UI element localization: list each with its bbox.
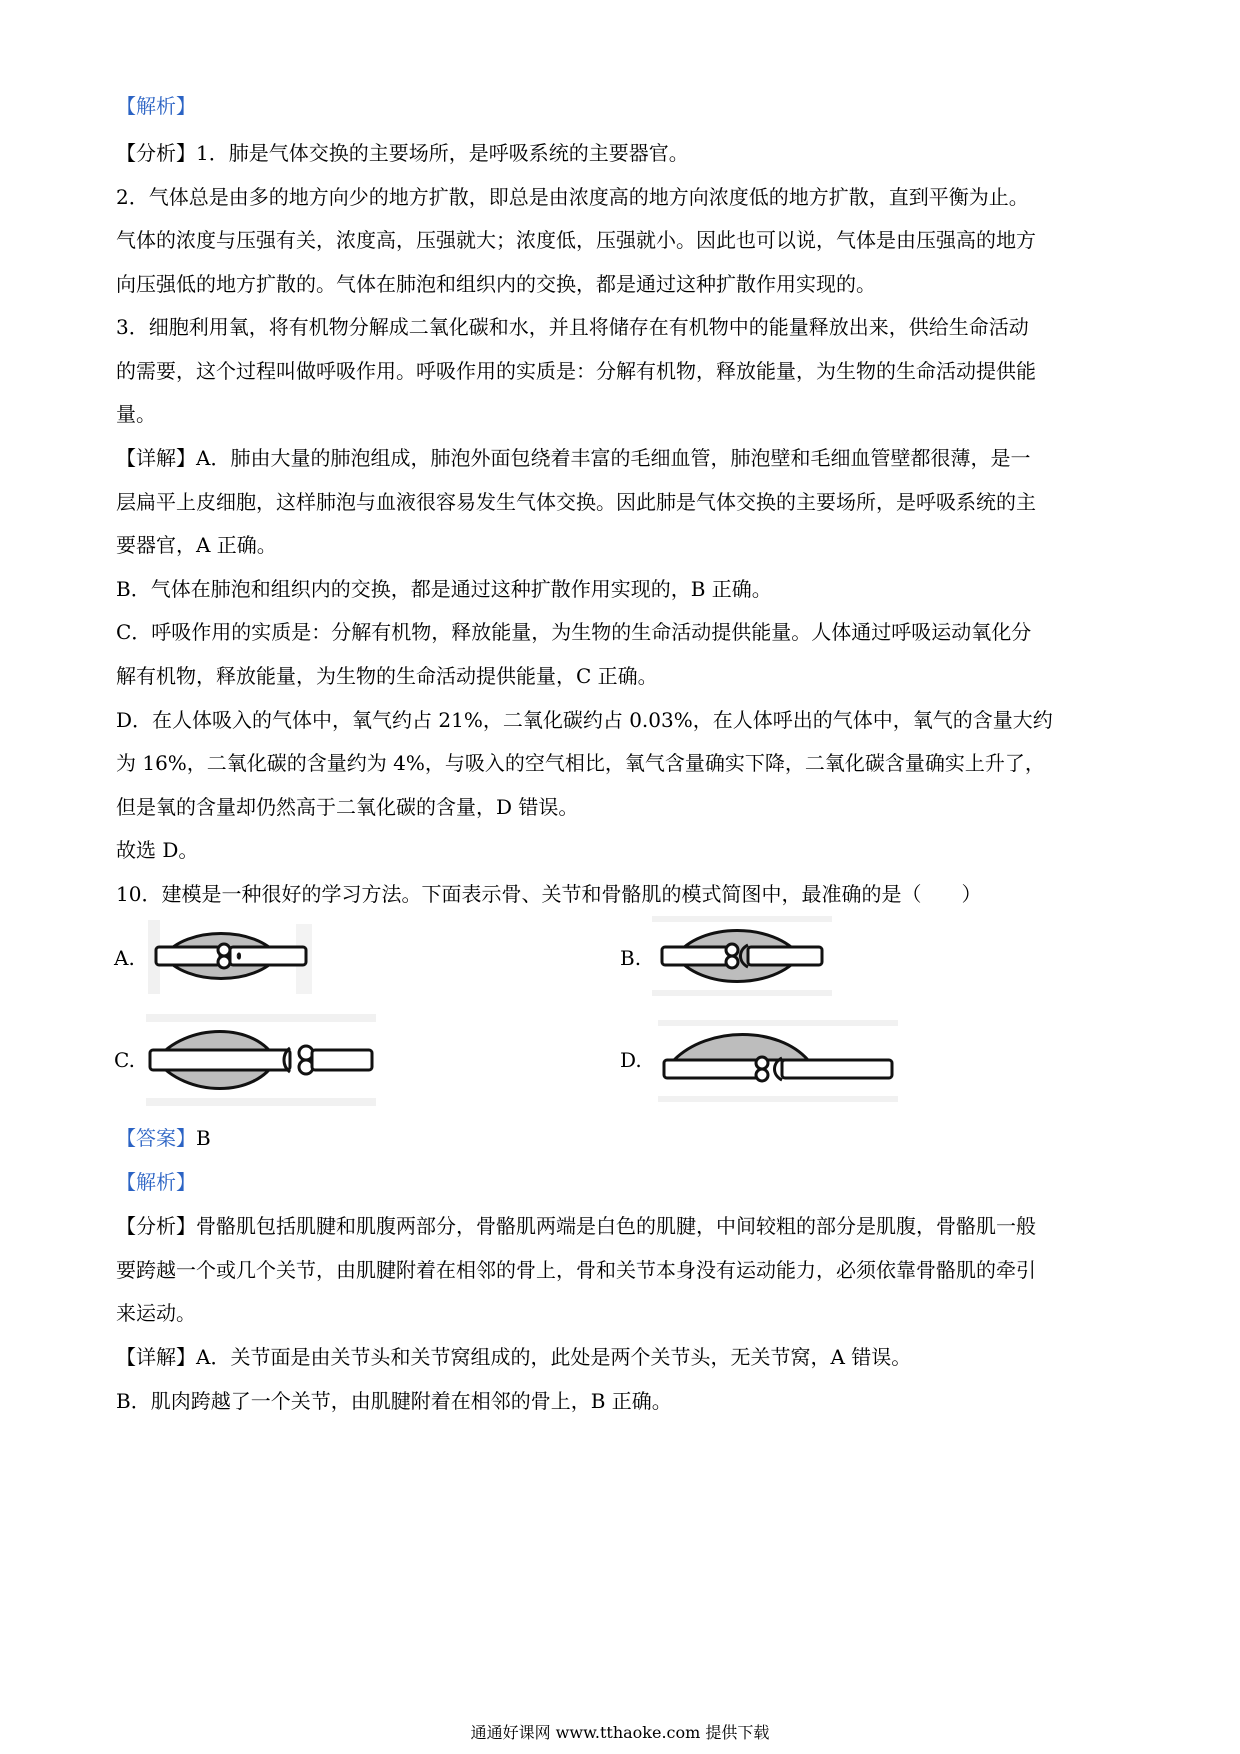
paragraph-line: 的需要，这个过程叫做呼吸作用。呼吸作用的实质是：分解有机物，释放能量，为生物的生命活动提供能 (116, 359, 1036, 383)
paragraph-line: D．在人体吸入的气体中，氧气约占 21%，二氧化碳约占 0.03%，在人体呼出的气体中，氧气的含量大约 (116, 708, 1053, 732)
fenxi-tag: 【分析】 (116, 141, 196, 165)
option-a-label: A. (114, 946, 135, 970)
paragraph-line: 气体的浓度与压强有关，浓度高，压强就大；浓度低，压强就小。因此也可以说，气体是由压强高的地方 (116, 228, 1036, 252)
paragraph-line: 故选 D。 (116, 838, 199, 862)
answer-tag: 【答案】 (116, 1126, 196, 1150)
question-stem: 10．建模是一种很好的学习方法。下面表示骨、关节和骨骼肌的模式简图中，最准确的是（ ） (116, 882, 982, 906)
fenxi-text: 1．肺是气体交换的主要场所，是呼吸系统的主要器官。 (196, 141, 689, 165)
analysis-heading: 【解析】 (116, 94, 196, 118)
paragraph-line: 来运动。 (116, 1301, 196, 1325)
fenxi-tag: 【分析】 (116, 1214, 196, 1238)
fenxi-text: 骨骼肌包括肌腱和肌腹两部分，骨骼肌两端是白色的肌腱，中间较粗的部分是肌腹，骨骼肌一般 (196, 1214, 1036, 1238)
paragraph-line: 但是氧的含量却仍然高于二氧化碳的含量，D 错误。 (116, 795, 579, 819)
answer-line (116, 1124, 211, 1152)
paragraph-line: 要器官，A 正确。 (116, 533, 277, 557)
analysis-heading: 【解析】 (116, 1170, 196, 1194)
answer-value: B (196, 1126, 211, 1150)
paragraph-line: 量。 (116, 402, 156, 426)
page-footer: 通通好课网 www.tthaoke.com 提供下载 (470, 1723, 770, 1742)
option-c-figure (146, 1010, 376, 1110)
paragraph-line: 3．细胞利用氧，将有机物分解成二氧化碳和水，并且将储存在有机物中的能量释放出来，供给生命活动 (116, 315, 1029, 339)
paragraph-line: 解有机物，释放能量，为生物的生命活动提供能量，C 正确。 (116, 664, 658, 688)
detail-line (116, 444, 1030, 472)
detail-line (116, 1343, 911, 1371)
option-a-figure (146, 918, 316, 996)
analysis-line (116, 1212, 1036, 1240)
option-b-figure (652, 914, 832, 998)
xiangjie-tag: 【详解】 (116, 1345, 196, 1369)
paragraph-line: B．肌肉跨越了一个关节，由肌腱附着在相邻的骨上，B 正确。 (116, 1389, 672, 1413)
xiangjie-tag: 【详解】 (116, 446, 196, 470)
paragraph-line: 2．气体总是由多的地方向少的地方扩散，即总是由浓度高的地方向浓度低的地方扩散，直到平衡为止。 (116, 185, 1029, 209)
paragraph-line: B．气体在肺泡和组织内的交换，都是通过这种扩散作用实现的，B 正确。 (116, 577, 772, 601)
detail-text: A．关节面是由关节头和关节窝组成的，此处是两个关节头，无关节窝，A 错误。 (196, 1345, 912, 1369)
paragraph-line: 向压强低的地方扩散的。气体在肺泡和组织内的交换，都是通过这种扩散作用实现的。 (116, 272, 876, 296)
analysis-line (116, 139, 689, 167)
paragraph-line: 层扁平上皮细胞，这样肺泡与血液很容易发生气体交换。因此肺是气体交换的主要场所，是呼吸系统的主 (116, 490, 1036, 514)
paragraph-line: 为 16%，二氧化碳的含量约为 4%，与吸入的空气相比，氧气含量确实下降，二氧化碳含量确实上升了， (116, 751, 1045, 775)
paragraph-line: 要跨越一个或几个关节，由肌腱附着在相邻的骨上，骨和关节本身没有运动能力，必须依靠骨骼肌的牵引 (116, 1258, 1036, 1282)
option-d-label: D. (620, 1048, 642, 1072)
option-d-figure (658, 1016, 898, 1106)
option-b-label: B. (620, 946, 642, 970)
option-c-label: C. (114, 1048, 135, 1072)
paragraph-line: C．呼吸作用的实质是：分解有机物，释放能量，为生物的生命活动提供能量。人体通过呼吸运动氧化分 (116, 620, 1032, 644)
detail-text: A．肺由大量的肺泡组成，肺泡外面包绕着丰富的毛细血管，肺泡壁和毛细血管壁都很薄，是一 (196, 446, 1031, 470)
